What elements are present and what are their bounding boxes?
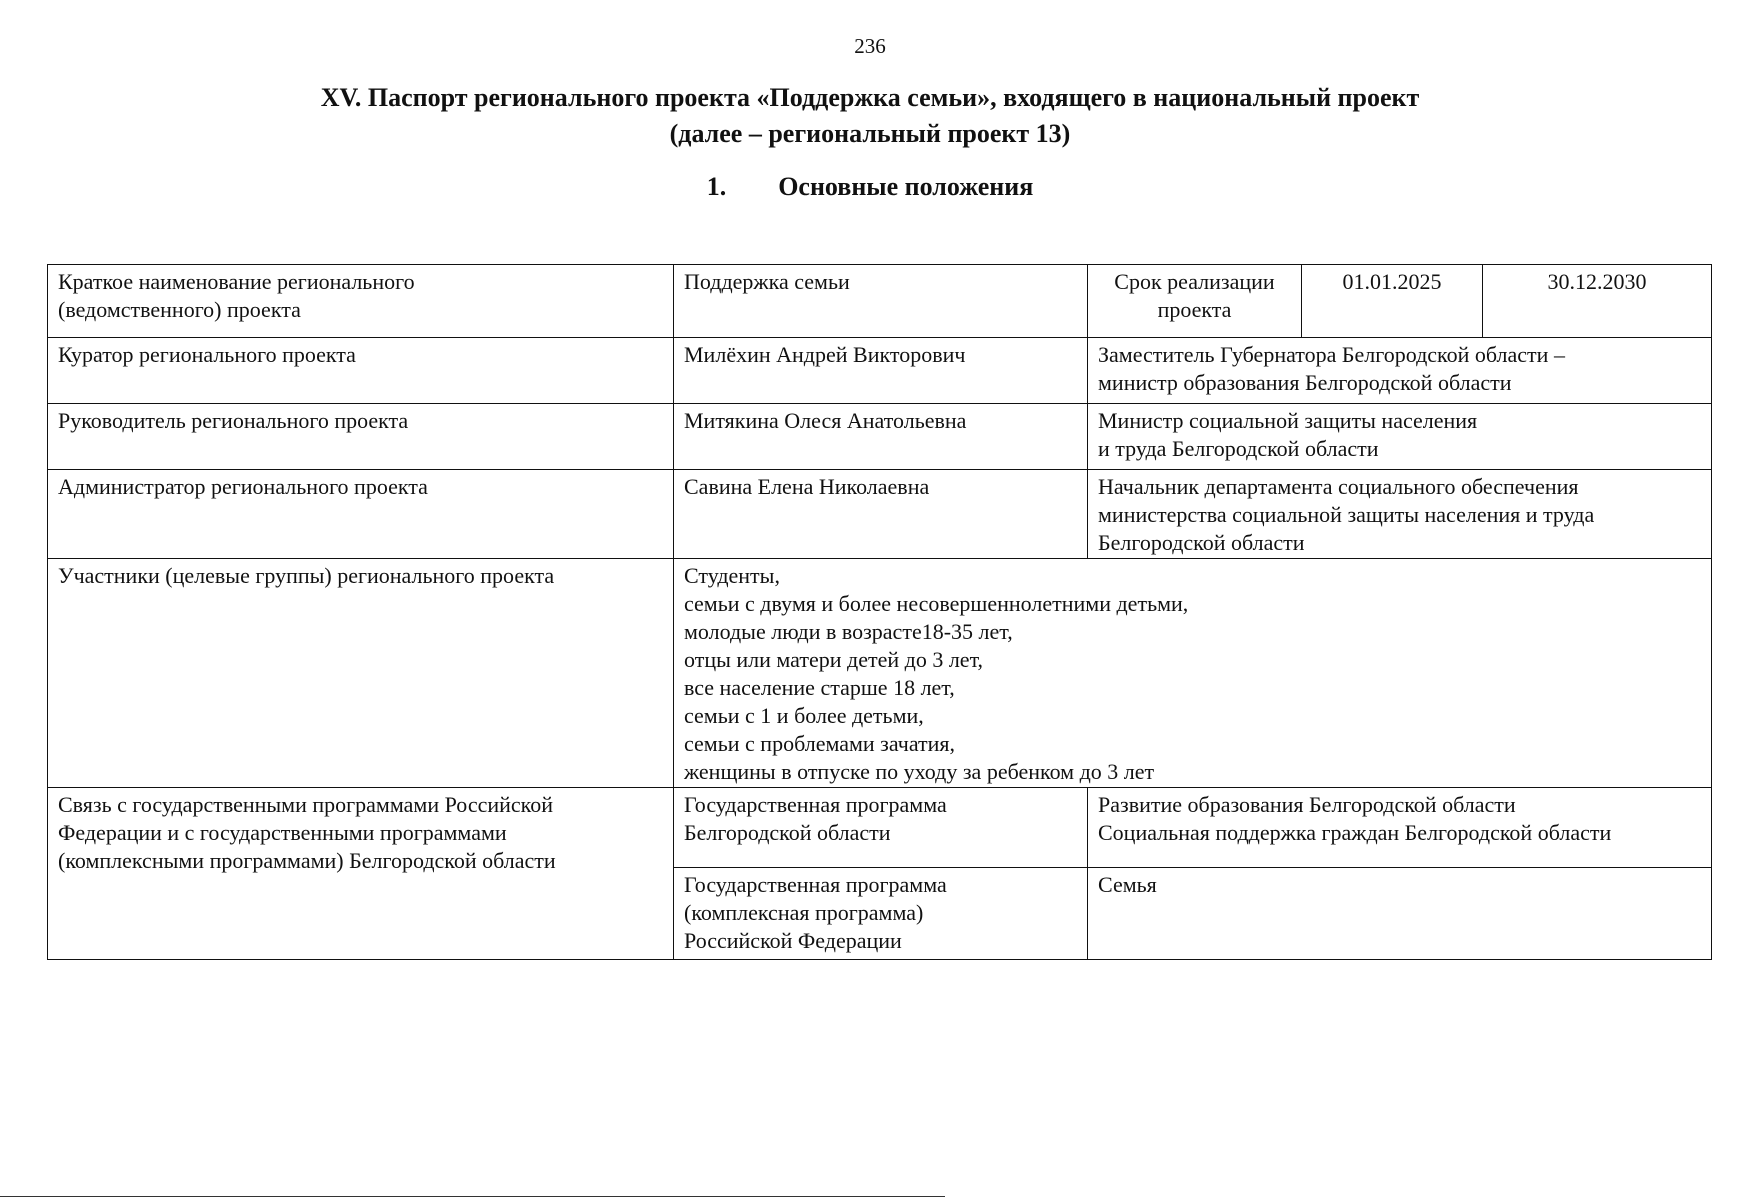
- administrator-position-line: Белгородской области: [1098, 530, 1305, 555]
- regional-program-names-cell: [1088, 788, 1712, 868]
- table-row-participants: [48, 559, 1712, 788]
- curator-name-cell: [674, 338, 1088, 404]
- regional-program-type-line: Белгородской области: [684, 820, 891, 845]
- period-label-line: проекта: [1157, 297, 1232, 322]
- administrator-position-line: министерства социальной защиты населения и труда: [1098, 502, 1595, 527]
- short-name-value: Поддержка семьи: [684, 269, 850, 294]
- head-name-cell: [674, 404, 1088, 470]
- curator-position-cell: [1088, 338, 1712, 404]
- curator-name: Милёхин Андрей Викторович: [684, 342, 966, 367]
- administrator-name: Савина Елена Николаевна: [684, 474, 930, 499]
- federal-program-name: Семья: [1098, 872, 1157, 897]
- regional-program-type-cell: [674, 788, 1088, 868]
- participants-label: Участники (целевые группы) регионального проекта: [58, 563, 555, 588]
- administrator-position-line: Начальник департамента социального обеспечения: [1098, 474, 1579, 499]
- page-number: 236: [854, 34, 886, 58]
- table-row-short-name: [48, 265, 1712, 338]
- participant-group: семьи с двумя и более несовершеннолетними детьми,: [684, 591, 1189, 616]
- table-row-head: [48, 404, 1712, 470]
- head-label: Руководитель регионального проекта: [58, 408, 409, 433]
- participant-group: Студенты,: [684, 563, 780, 588]
- bottom-divider: [0, 1196, 945, 1197]
- administrator-position-cell: [1088, 470, 1712, 559]
- head-position-line: и труда Белгородской области: [1098, 436, 1379, 461]
- federal-program-type-line: Российской Федерации: [684, 928, 902, 953]
- curator-position-line: министр образования Белгородской области: [1098, 370, 1512, 395]
- participant-group: семьи с 1 и более детьми,: [684, 703, 924, 728]
- project-passport-table: [47, 264, 1712, 960]
- start-date-cell: [1302, 265, 1483, 338]
- table-row-programs-regional: [48, 788, 1712, 868]
- section-title: Основные положения: [778, 172, 1034, 201]
- end-date-cell: [1483, 265, 1712, 338]
- document-title: [0, 80, 1740, 152]
- curator-label: Куратор регионального проекта: [58, 342, 356, 367]
- participant-group: семьи с проблемами зачатия,: [684, 731, 956, 756]
- short-name-label-cell: [48, 265, 674, 338]
- administrator-label: Администратор регионального проекта: [58, 474, 428, 499]
- programs-label-line: Связь с государственными программами Российской: [58, 792, 554, 817]
- programs-label-cell: [48, 788, 674, 960]
- table-row-curator: [48, 338, 1712, 404]
- participants-groups-cell: [674, 559, 1712, 788]
- administrator-name-cell: [674, 470, 1088, 559]
- period-label-cell: [1088, 265, 1302, 338]
- short-name-label-line: (ведомственного) проекта: [58, 297, 301, 322]
- title-line-2: (далее – региональный проект 13): [669, 119, 1071, 148]
- participant-group: молодые люди в возрасте18-35 лет,: [684, 619, 1013, 644]
- head-label-cell: [48, 404, 674, 470]
- federal-program-names-cell: [1088, 868, 1712, 960]
- curator-position-line: Заместитель Губернатора Белгородской области –: [1098, 342, 1565, 367]
- table-row-administrator: [48, 470, 1712, 559]
- participant-group: женщины в отпуске по уходу за ребенком до 3 лет: [684, 759, 1155, 784]
- head-position-cell: [1088, 404, 1712, 470]
- administrator-label-cell: [48, 470, 674, 559]
- start-date: 01.01.2025: [1342, 269, 1442, 294]
- short-name-label-line: Краткое наименование регионального: [58, 269, 415, 294]
- federal-program-type-line: Государственная программа: [684, 872, 947, 897]
- programs-label-line: Федерации и с государственными программами: [58, 820, 507, 845]
- end-date: 30.12.2030: [1547, 269, 1647, 294]
- head-position-line: Министр социальной защиты населения: [1098, 408, 1478, 433]
- regional-program-type-line: Государственная программа: [684, 792, 947, 817]
- section-number: 1.: [706, 172, 727, 201]
- participant-group: отцы или матери детей до 3 лет,: [684, 647, 984, 672]
- regional-program-name: Развитие образования Белгородской области: [1098, 792, 1516, 817]
- regional-program-name: Социальная поддержка граждан Белгородской области: [1098, 820, 1612, 845]
- section-heading: [0, 172, 1740, 202]
- title-line-1: XV. Паспорт регионального проекта «Поддержка семьи», входящего в национальный проект: [320, 83, 1420, 112]
- federal-program-type-cell: [674, 868, 1088, 960]
- programs-label-line: (комплексными программами) Белгородской области: [58, 848, 556, 873]
- short-name-value-cell: [674, 265, 1088, 338]
- participant-group: все население старше 18 лет,: [684, 675, 955, 700]
- head-name: Митякина Олеся Анатольевна: [684, 408, 967, 433]
- curator-label-cell: [48, 338, 674, 404]
- participants-label-cell: [48, 559, 674, 788]
- period-label-line: Срок реализации: [1114, 269, 1275, 294]
- federal-program-type-line: (комплексная программа): [684, 900, 924, 925]
